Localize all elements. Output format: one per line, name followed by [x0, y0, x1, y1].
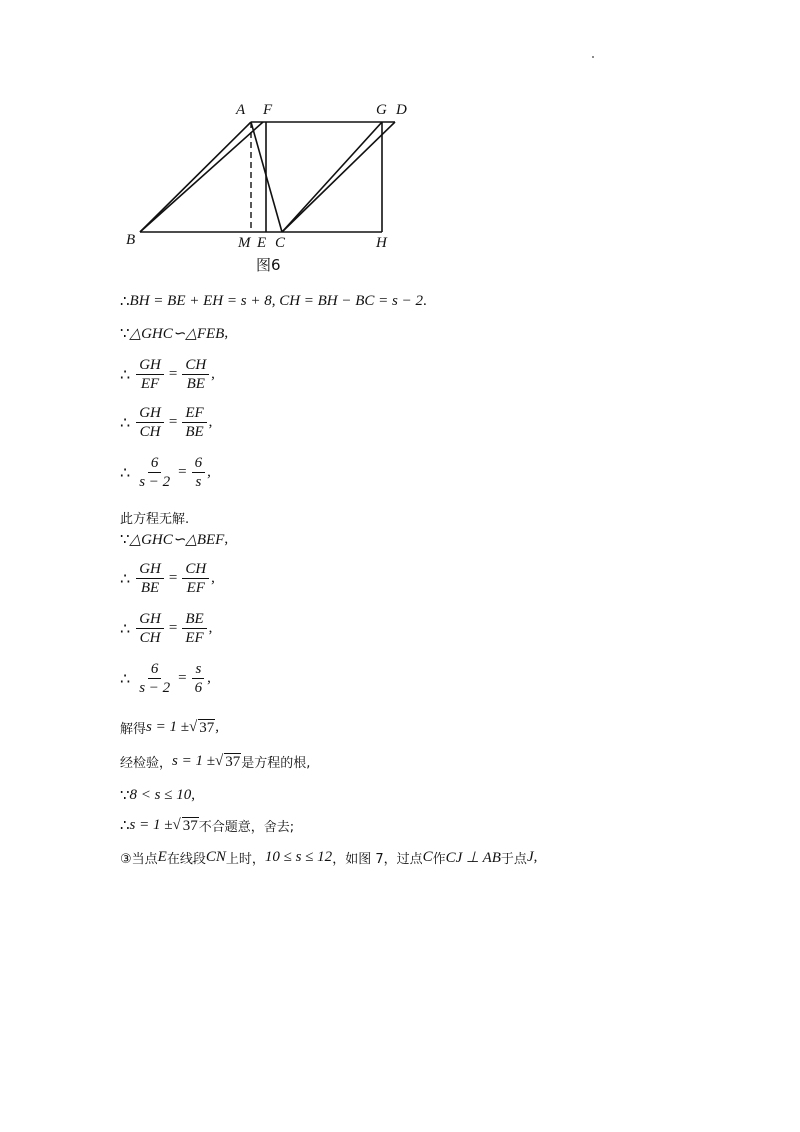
denominator: CH [139, 630, 161, 646]
fraction [182, 356, 209, 393]
therefore-symbol: ∴ [120, 414, 131, 432]
punct: , [211, 366, 215, 382]
fraction [182, 560, 209, 597]
range-inequality: 10 ≤ s ≤ 12 [264, 849, 333, 865]
line-3 [120, 356, 215, 393]
denominator: CH [139, 424, 161, 440]
therefore-symbol: ∴ [120, 294, 130, 310]
point-J: J [526, 849, 534, 865]
line-15 [120, 848, 537, 867]
segment-CD [282, 122, 395, 232]
equals-sign: = [168, 366, 178, 382]
similar-triangles: △GHC∽△FEB [129, 326, 225, 342]
equals-sign: = [178, 670, 187, 686]
solution-expression: s = 1 ± [129, 817, 173, 833]
line-11 [120, 718, 219, 737]
label-H: H [376, 235, 387, 251]
geometry-figure [120, 100, 430, 280]
denominator: EF [140, 376, 160, 392]
solution-expression: s = 1 ± [146, 719, 189, 735]
radicand: 37 [182, 817, 198, 834]
case-intro: ③当点 [120, 852, 158, 867]
numerator: GH [136, 356, 164, 375]
therefore-symbol: ∴ [120, 366, 131, 384]
numerator: GH [136, 560, 164, 579]
denominator: EF [185, 630, 204, 646]
figure-caption: 图6 [256, 256, 281, 274]
radicand: 37 [199, 719, 215, 736]
line-4 [120, 404, 212, 441]
segment-FB [140, 122, 263, 232]
label-F: F [263, 102, 273, 118]
because-symbol: ∵ [120, 788, 130, 804]
figure-6-drawing [120, 100, 430, 280]
construct-text: 作 [432, 852, 446, 867]
fraction [192, 660, 206, 697]
point-C: C [422, 849, 433, 865]
line-7 [120, 530, 228, 549]
line-12 [120, 752, 310, 771]
label-C: C [275, 235, 286, 251]
numerator: 6 [148, 660, 162, 679]
numerator: EF [182, 404, 206, 423]
fraction [136, 454, 173, 491]
punct: , [224, 325, 229, 341]
numerator: s [192, 660, 204, 679]
fraction [182, 404, 206, 441]
at-point-text: 于点 [500, 852, 527, 867]
similar-triangles: △GHC∽△BEF [129, 532, 225, 548]
segment-CN: CN [205, 849, 226, 865]
numerator: CH [182, 356, 209, 375]
denominator: BE [186, 376, 205, 392]
perpendicular-CJ-AB: CJ ⊥ AB [445, 850, 501, 866]
label-D: D [396, 102, 407, 118]
equals-sign: = [168, 620, 178, 636]
equals-sign: = [168, 414, 178, 430]
denominator: s − 2 [139, 680, 171, 696]
fraction [182, 610, 206, 647]
denominator: EF [186, 580, 205, 596]
fraction [136, 610, 164, 647]
label-E: E [257, 235, 267, 251]
rejection-text: 不合题意，舍去; [198, 820, 295, 835]
segment-CG [282, 122, 382, 232]
fraction [136, 356, 164, 393]
numerator: BE [182, 610, 206, 629]
label-G: G [376, 102, 387, 118]
line-8 [120, 560, 215, 597]
denominator: BE [140, 580, 160, 596]
check-text: 经检验， [120, 756, 173, 771]
label-M: M [238, 235, 251, 251]
numerator: 6 [192, 454, 206, 473]
line-10 [120, 660, 211, 697]
line-5 [120, 454, 211, 491]
sqrt-symbol: √ [188, 719, 198, 735]
label-A: A [236, 102, 246, 118]
line-1 [120, 292, 427, 311]
numerator: GH [136, 404, 164, 423]
numerator: 6 [148, 454, 162, 473]
stray-dot [592, 56, 594, 58]
punct: , [224, 531, 229, 547]
equals-sign: = [178, 464, 187, 480]
because-symbol: ∵ [120, 532, 130, 548]
check-conclusion: 是方程的根, [241, 756, 311, 771]
line-2 [120, 324, 228, 343]
punct: , [215, 719, 219, 735]
punct: , [207, 464, 211, 480]
punct: . [423, 293, 427, 309]
denominator: s − 2 [139, 474, 171, 490]
because-symbol: ∵ [120, 326, 130, 342]
radicand: 37 [225, 753, 241, 770]
therefore-symbol: ∴ [120, 818, 130, 834]
when-text: 上时， [225, 852, 265, 867]
equals-sign: = [168, 570, 178, 586]
punct: , [208, 620, 213, 636]
range-inequality: 8 < s ≤ 10 [129, 787, 192, 803]
punct: , [211, 570, 215, 586]
fraction [136, 560, 164, 597]
punct: , [207, 670, 211, 686]
denominator: s [195, 474, 202, 490]
fraction [192, 454, 206, 491]
numerator: CH [182, 560, 209, 579]
solve-text: 解得 [120, 722, 147, 737]
line-9 [120, 610, 212, 647]
therefore-symbol: ∴ [120, 670, 131, 688]
therefore-symbol: ∴ [120, 464, 131, 482]
line-13 [120, 786, 195, 805]
punct: , [208, 414, 213, 430]
figure-ref-text: ，如图 7，过点 [332, 852, 423, 867]
sqrt-symbol: √ [172, 817, 181, 833]
point-E: E [157, 849, 167, 865]
therefore-symbol: ∴ [120, 570, 131, 588]
segment-text: 在线段 [166, 852, 206, 867]
solution-expression: s = 1 ± [172, 753, 215, 769]
denominator: BE [185, 424, 204, 440]
segment-AB [140, 122, 251, 232]
punct: , [191, 787, 195, 803]
sqrt-symbol: √ [214, 753, 224, 769]
punct: , [533, 849, 538, 865]
line-6: 此方程无解. [120, 512, 190, 527]
line-14 [120, 816, 294, 835]
numerator: GH [136, 610, 164, 629]
fraction [136, 404, 164, 441]
denominator: 6 [194, 680, 203, 696]
label-B: B [126, 232, 136, 248]
therefore-symbol: ∴ [120, 620, 131, 638]
fraction [136, 660, 173, 697]
equation-bh: BH = BE + EH = s + 8, CH = BH − BC = s − 2 [129, 293, 424, 309]
